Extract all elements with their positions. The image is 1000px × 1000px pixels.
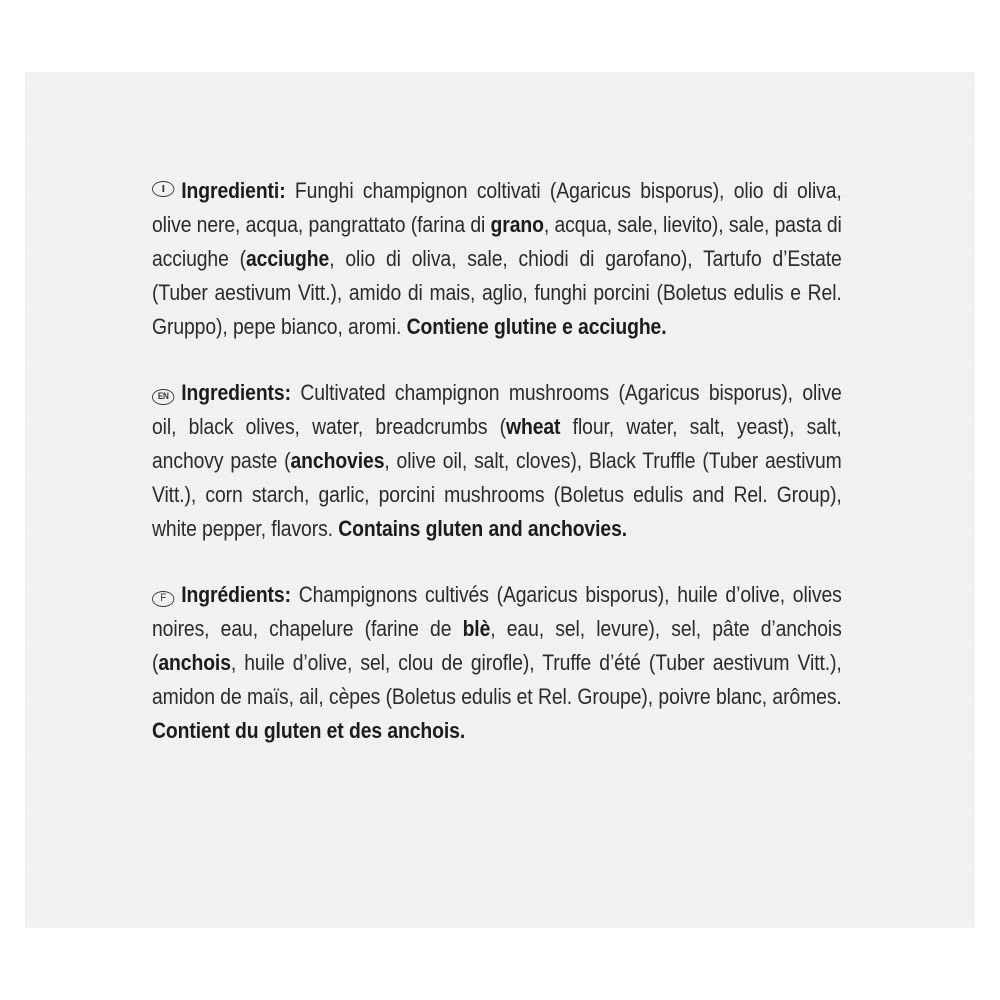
allergen-text: anchois [158, 650, 231, 675]
ingredients-text: flour, water, salt, yeast), salt, anchovy paste ( [152, 414, 842, 473]
ingredients-heading-italian: Ingredienti: [181, 178, 286, 203]
allergen-text: wheat [506, 414, 561, 439]
ingredients-text: Funghi champignon coltivati (Agaricus bisporus), olio di oliva, olive nere, acqua, pangrattato (farina di [152, 178, 842, 237]
ingredients-heading-french: Ingrédients: [181, 582, 291, 607]
allergen-text: blè [462, 616, 491, 641]
ingredients-text: Champignons cultivés (Agaricus bisporus), huile d’olive, olives noires, eau, chapelure (farine de [152, 582, 842, 641]
allergen-statement: Contiene glutine e acciughe. [406, 314, 667, 339]
ingredients-text: , olio di oliva, sale, chiodi di garofano), Tartufo d’Estate (Tuber aestivum Vitt.), amido di mais, aglio, funghi porcini (Boletus edulis e Rel. Gruppo), pepe bianco, aromi. [152, 246, 842, 339]
italian-language-badge-icon [152, 181, 174, 197]
ingredients-text: , acqua, sale, lievito), sale, pasta di acciughe ( [152, 212, 842, 271]
ingredients-paragraph-french [152, 578, 842, 748]
ingredients-text: , eau, sel, levure), sel, pâte d’anchois ( [152, 616, 842, 675]
allergen-statement: Contient du gluten et des anchois. [152, 718, 466, 743]
french-language-badge-icon: F [152, 591, 174, 607]
ingredients-heading-english: Ingredients: [181, 380, 291, 405]
ingredients-text: Cultivated champignon mushrooms (Agaricus bisporus), olive oil, black olives, water, breadcrumbs ( [152, 380, 842, 439]
allergen-text: grano [490, 212, 544, 237]
ingredients-text: , olive oil, salt, cloves), Black Truffle (Tuber aestivum Vitt.), corn starch, garlic, porcini mushrooms (Boletus edulis and Rel. Group), white pepper, flavors. [152, 448, 842, 541]
allergen-statement: Contains gluten and anchovies. [338, 516, 628, 541]
ingredients-paragraph-italian [152, 174, 842, 344]
ingredients-label-panel [25, 72, 975, 928]
ingredients-paragraph-english [152, 376, 842, 546]
allergen-text: acciughe [245, 246, 330, 271]
ingredients-text: , huile d’olive, sel, clou de girofle), Truffe d’été (Tuber aestivum Vitt.), amidon de maïs, ail, cèpes (Boletus edulis et Rel. Groupe), poivre blanc, arômes. [152, 650, 842, 709]
allergen-text: anchovies [290, 448, 385, 473]
english-language-badge-icon: EN [152, 389, 174, 405]
ingredients-text-block [152, 174, 842, 780]
